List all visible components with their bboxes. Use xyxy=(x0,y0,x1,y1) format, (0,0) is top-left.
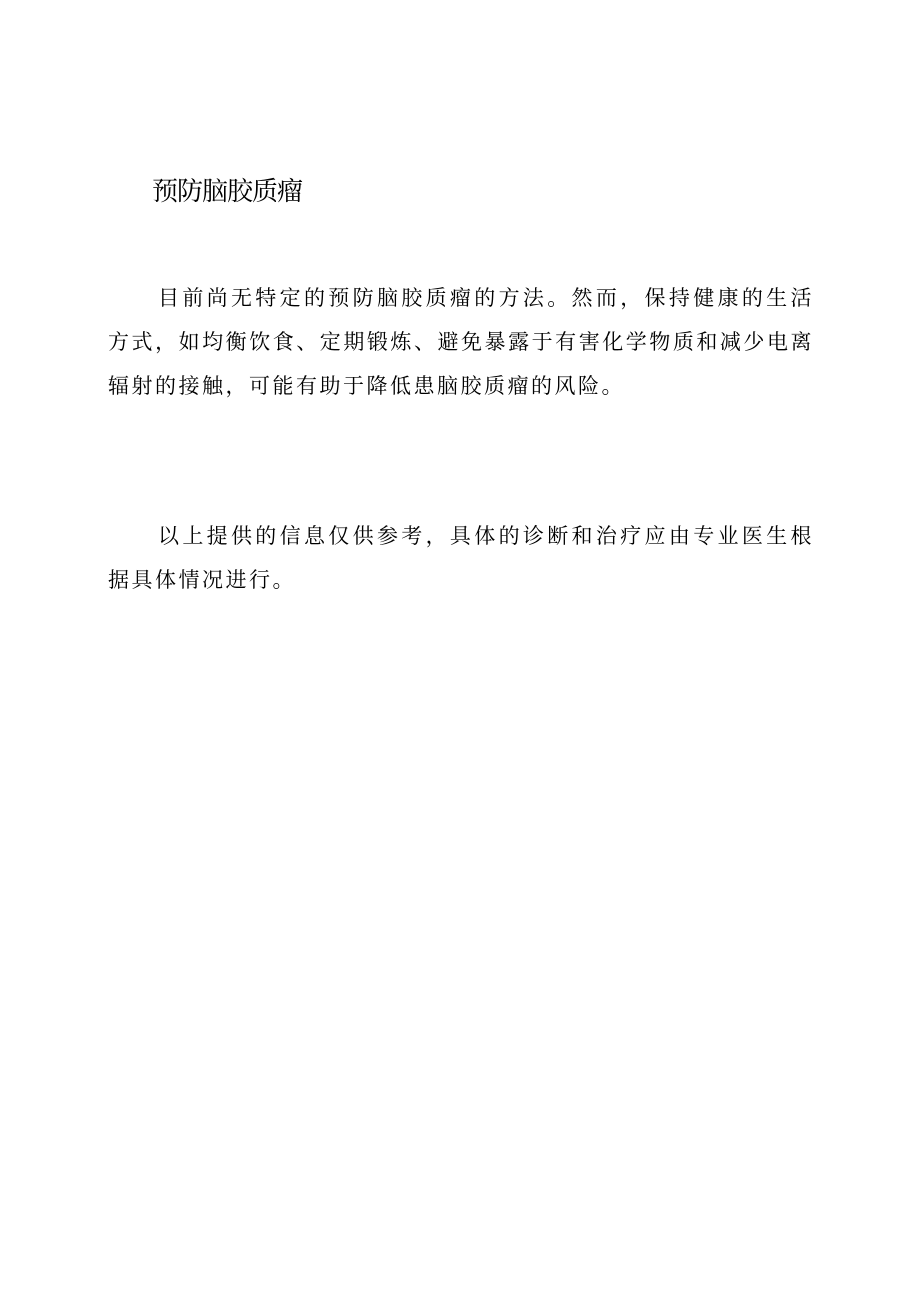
section-heading: 预防脑胶质瘤 xyxy=(152,177,303,207)
paragraph-disclaimer: 以上提供的信息仅供参考，具体的诊断和治疗应由专业医生根据具体情况进行。 xyxy=(108,524,814,592)
paragraph-prevention: 目前尚无特定的预防脑胶质瘤的方法。然而，保持健康的生活方式，如均衡饮食、定期锻炼、避免暴露于有害化学物质和减少电离辐射的接触，可能有助于降低患脑胶质瘤的风险。 xyxy=(108,286,814,398)
